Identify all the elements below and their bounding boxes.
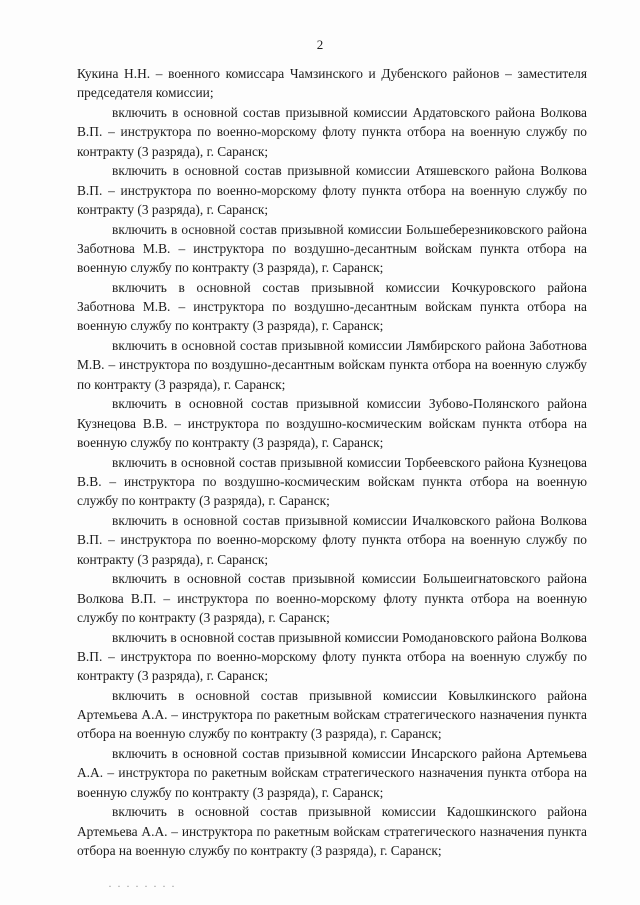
paragraph-kovylkinsky: включить в основной состав призывной комиссии Ковылкинского района Артемьева А.А. – инструктора по ракетным войскам стратегического назначения пункта отбора на военную службу по контракту (3 разряда), г. Саранск; [77,687,587,742]
paragraph-kochkurovsky: включить в основной состав призывной комиссии Кочкуровского района Заботнова М.В. – инструктора по воздушно-десантным войскам пункта отбора на военную службу по контракту (3 разряда), г. Саранск; [77,279,587,334]
document-body [77,64,587,860]
paragraph-ichalkovsky: включить в основной состав призывной комиссии Ичалковского района Волкова В.П. – инструктора по военно-морскому флоту пункта отбора на военную службу по контракту (3 разряда), г. Саранск; [77,512,587,567]
page-number: 2 [316,37,324,52]
paragraph-insarsky: включить в основной состав призывной комиссии Инсарского района Артемьева А.А. – инструктора по ракетным войскам стратегического назначения пункта отбора на военную службу по контракту (3 разряда), г. Саранск; [77,746,587,800]
paragraph-ardatovsky: включить в основной состав призывной комиссии Ардатовского района Волкова В.П. – инструктора по военно-морскому флоту пункта отбора на военную службу по контракту (3 разряда), г. Саранск; [77,104,587,159]
paragraph-torbeevsky: включить в основной состав призывной комиссии Торбеевского района Кузнецова В.В. – инструктора по воздушно-космическим войскам пункта отбора на военную службу по контракту (3 разряда), г. Саранск; [77,454,587,509]
paragraph-zubovo-polyansky: включить в основной состав призывной комиссии Зубово-Полянского района Кузнецова В.В. – инструктора по воздушно-космическим войскам пункта отбора на военную службу по контракту (3 разряда), г. Саранск; [77,396,587,450]
paragraph-kukin: Кукина Н.Н. – военного комиссара Чамзинского и Дубенского районов – заместителя председателя комиссии; [77,66,587,101]
scan-artifact-mark: · · · · · · · · [108,879,176,893]
paragraph-atyashevsky: включить в основной состав призывной комиссии Атяшевского района Волкова В.П. – инструктора по военно-морскому флоту пункта отбора на военную службу по контракту (3 разряда), г. Саранск; [77,163,587,217]
paragraph-bolsheberezniki: включить в основной состав призывной комиссии Большеберезниковского района Заботнова М.В. – инструктора по воздушно-десантным войскам пункта отбора на военную службу по контракту (3 разряда), г. Саранск; [77,221,587,276]
paragraph-romodanovsky: включить в основной состав призывной комиссии Ромодановского района Волкова В.П. – инструктора по военно-морскому флоту пункта отбора на военную службу по контракту (3 разряда), г. Саранск; [77,629,587,684]
paragraph-bolsheignatovsky: включить в основной состав призывной комиссии Большеигнатовского района Волкова В.П. – инструктора по военно-морскому флоту пункта отбора на военную службу по контракту (3 разряда), г. Саранск; [77,571,587,625]
paragraph-lyambirsky: включить в основной состав призывной комиссии Лямбирского района Заботнова М.В. – инструктора по воздушно-десантным войскам пункта отбора на военную службу по контракту (3 разряда), г. Саранск; [77,338,587,392]
paragraph-kadoshkinsky: включить в основной состав призывной комиссии Кадошкинского района Артемьева А.А. – инструктора по ракетным войскам стратегического назначения пункта отбора на военную службу по контракту (3 разряда), г. Саранск; [77,804,587,858]
